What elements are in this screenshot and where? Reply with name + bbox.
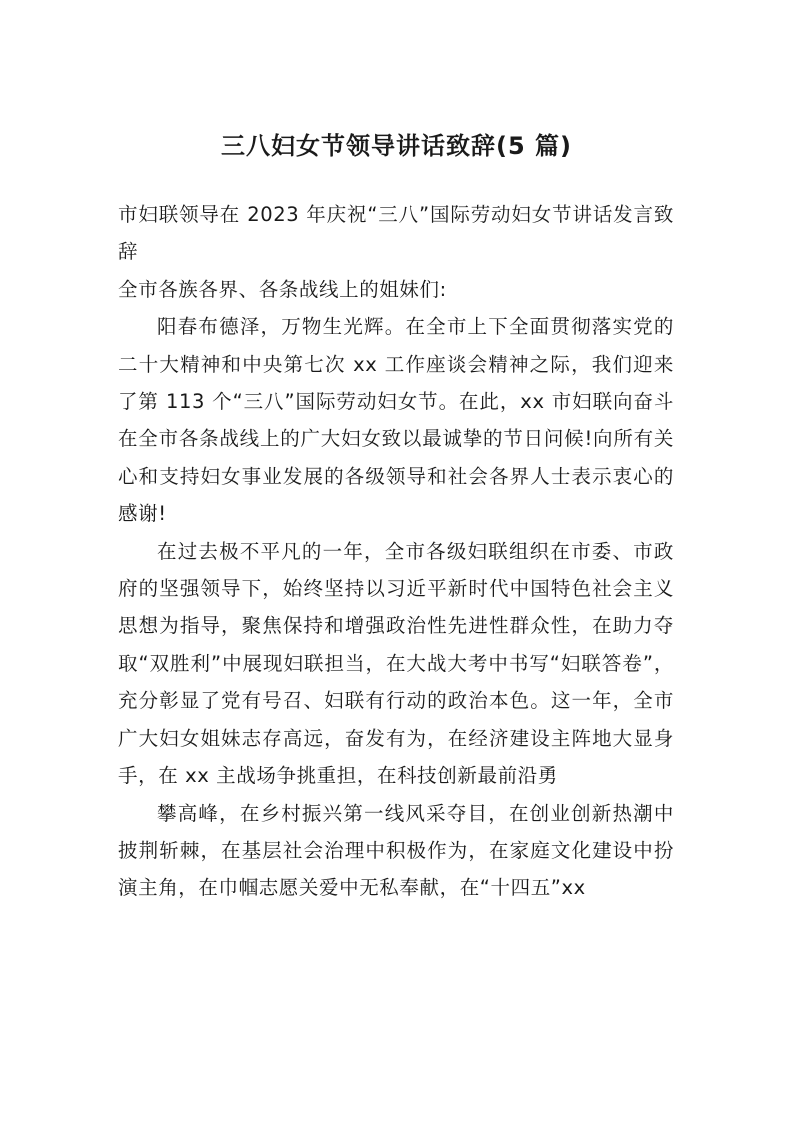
document-title: 三八妇女节领导讲话致辞(5 篇) bbox=[221, 132, 572, 160]
salutation-paragraph: 全市各族各界、各条战线上的姐妹们: bbox=[118, 277, 447, 301]
body-paragraph: 在过去极不平凡的一年，全市各级妇联组织在市委、市政府的坚强领导下，始终坚持以习近平新时代中国特色社会主义思想为指导，聚焦保持和增强政治性先进性群众性，在助力夺取“双胜利”中展现妇联担当，在大战大考中书写“妇联答卷”，充分彰显了党有号召、妇联有行动的政治本色。这一年，全市广大妇女姐妹志存高远，奋发有为，在经济建设主阵地大显身手，在 xx 主战场争挑重担，在科技创新最前沿勇 bbox=[118, 539, 674, 788]
body-paragraph: 阳春布德泽，万物生光辉。在全市上下全面贯彻落实党的二十大精神和中央第七次 xx 工作座谈会精神之际，我们迎来了第 113 个“三八”国际劳动妇女节。在此，xx 市妇联向奋斗在全市各条战线上的广大妇女致以最诚挚的节日问候!向所有关心和支持妇女事业发展的各级领导和社会各界人士表示衷心的感谢! bbox=[118, 315, 674, 526]
document-body bbox=[118, 196, 674, 907]
body-paragraph: 攀高峰，在乡村振兴第一线风采夺目，在创业创新热潮中披荆斩棘，在基层社会治理中积极作为，在家庭文化建设中扮演主角，在巾帼志愿关爱中无私奉献，在“十四五”xx bbox=[118, 801, 674, 900]
subtitle-paragraph: 市妇联领导在 2023 年庆祝“三八”国际劳动妇女节讲话发言致辞 bbox=[118, 203, 674, 264]
